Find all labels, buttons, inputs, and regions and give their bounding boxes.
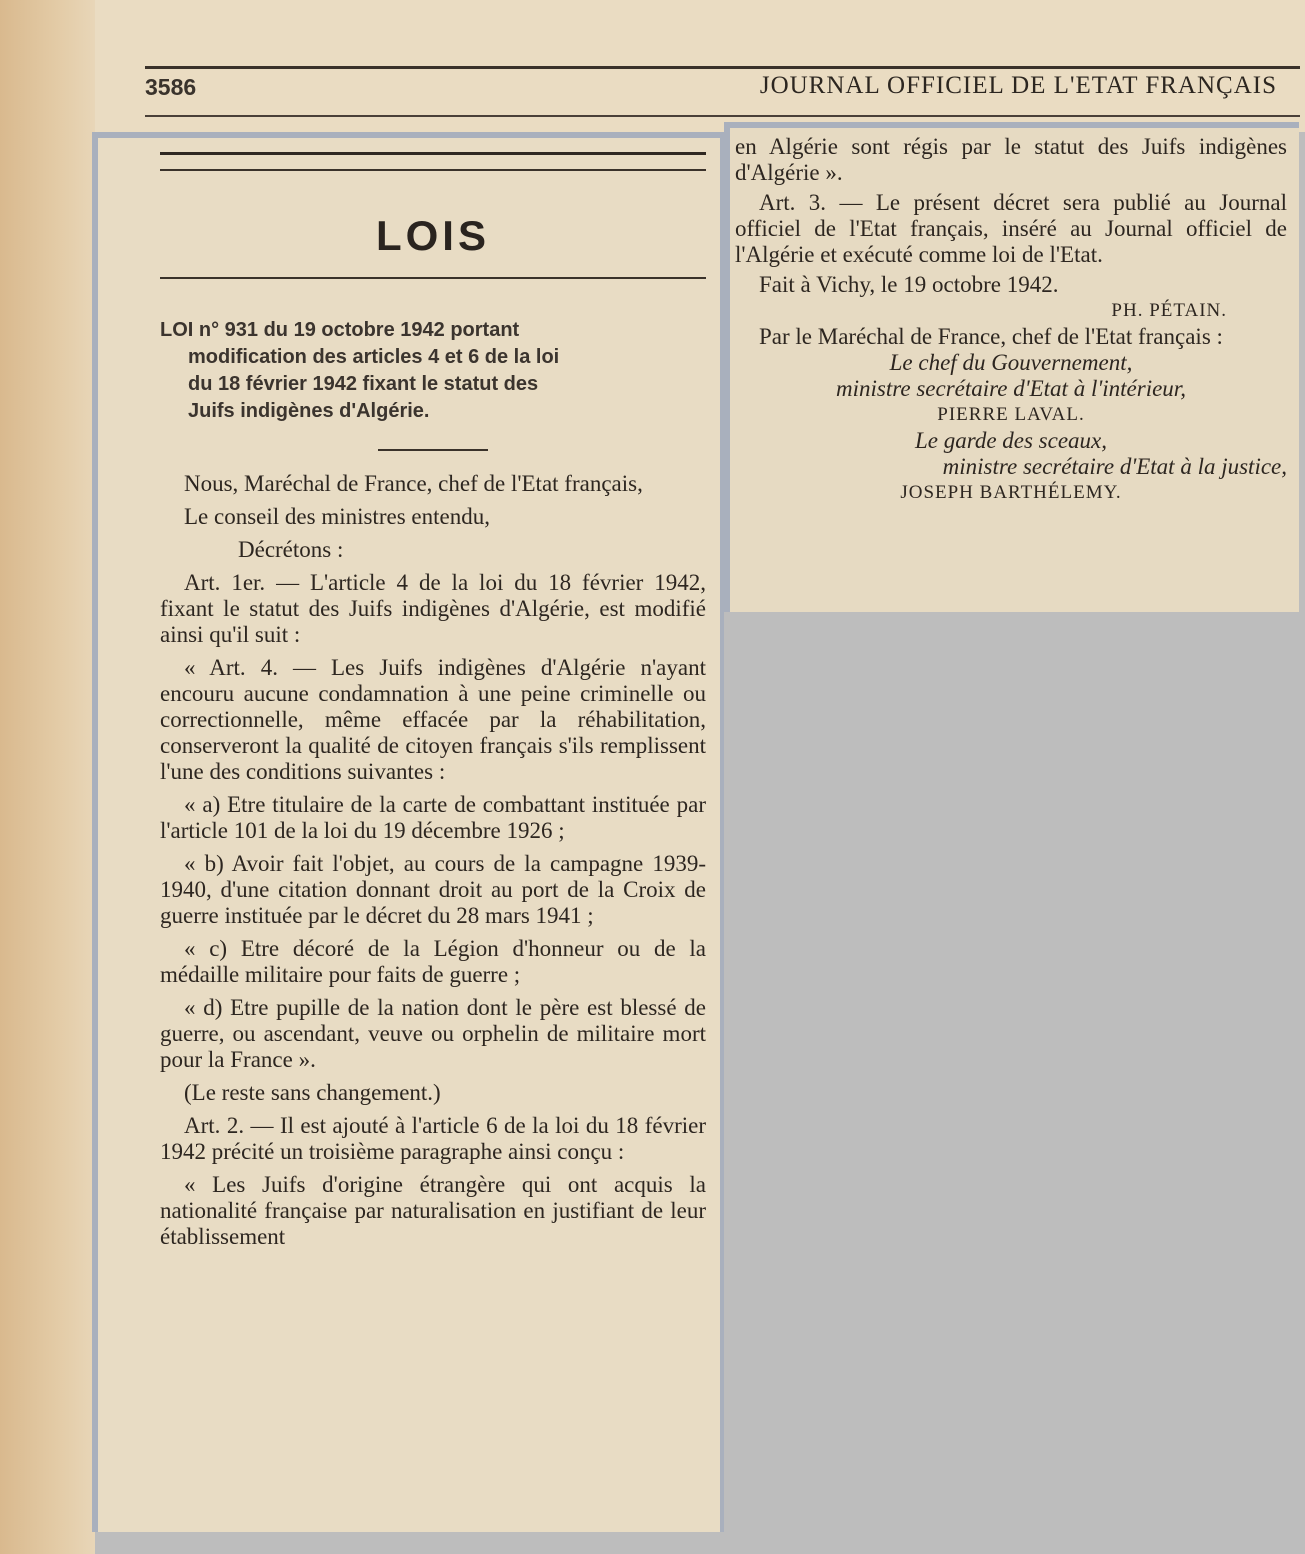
laval-title-line-2: ministre secrétaire d'Etat à l'intérieur, [836, 376, 1186, 401]
barthelemy-title-line-1: Le garde des sceaux, [914, 428, 1108, 453]
section-heading: LOIS [375, 212, 490, 259]
date-place-line: Fait à Vichy, le 19 octobre 1942. [759, 272, 1059, 297]
journal-title: JOURNAL OFFICIEL DE L'ETAT FRANÇAIS [759, 72, 1277, 99]
page-header [145, 60, 1305, 120]
law-title-line: LOI n° 931 du 19 octobre 1942 portant [160, 319, 520, 341]
page-number: 3586 [145, 74, 197, 100]
preamble-paragraph: Nous, Maréchal de France, chef de l'Etat français, [184, 471, 643, 496]
signature-petain: PH. PÉTAIN. [1111, 300, 1227, 321]
article-2-quote: « Les Juifs d'origine étrangère qui ont acquis la nationalité française par naturalisation en justifiant de leur établissement [160, 1172, 706, 1249]
signature-laval: PIERRE LAVAL. [937, 404, 1085, 425]
article-4-text: « Art. 4. — Les Juifs indigènes d'Algérie n'ayant encouru aucune condamnation à une peine criminelle ou correctionnelle, même effacée par la réhabilitation, conserveront la qualité de citoyen français s'ils remplissent l'une des conditions suivantes : [160, 655, 706, 784]
right-column [724, 122, 1299, 612]
header-rule-top [145, 66, 1300, 69]
article-2-paragraph: Art. 2. — Il est ajouté à l'article 6 de la loi du 18 février 1942 précité un troisième paragraphe ainsi conçu : [160, 1113, 706, 1164]
condition-c: « c) Etre décoré de la Légion d'honneur ou de la médaille militaire pour faits de guerre ; [160, 936, 706, 987]
header-rule-bottom [145, 115, 1300, 117]
preamble-paragraph: Le conseil des ministres entendu, [184, 504, 490, 529]
paper-background-left [0, 0, 95, 1554]
section-rule-top [160, 152, 706, 155]
unchanged-note: (Le reste sans changement.) [184, 1080, 441, 1105]
condition-d: « d) Etre pupille de la nation dont le père est blessé de guerre, ou ascendant, veuve ou orphelin de militaire mort pour la France ». [160, 995, 706, 1072]
decree-formula: Décrétons : [238, 537, 344, 562]
title-separator [378, 449, 488, 451]
article-3-paragraph: Art. 3. — Le présent décret sera publié au Journal officiel de l'Etat français, inséré au Journal officiel de l'Algérie et exécuté comme loi de l'Etat. [735, 190, 1287, 267]
law-title-line: Juifs indigènes d'Algérie. [188, 400, 430, 422]
law-title-line: modification des articles 4 et 6 de la loi [188, 346, 560, 368]
left-column [92, 132, 724, 1532]
law-title [160, 317, 706, 425]
countersign-intro: Par le Maréchal de France, chef de l'Etat français : [759, 324, 1223, 349]
condition-a: « a) Etre titulaire de la carte de combattant instituée par l'article 101 de la loi du 19 décembre 1926 ; [160, 792, 706, 843]
section-rule-under-heading [160, 277, 706, 279]
article-2-quote-continued: en Algérie sont régis par le statut des Juifs indigènes d'Algérie ». [735, 134, 1287, 185]
section-rule-second [160, 169, 706, 171]
barthelemy-title-line-2: ministre secrétaire d'Etat à la justice, [942, 454, 1287, 479]
signature-barthelemy: JOSEPH BARTHÉLEMY. [900, 482, 1122, 503]
condition-b: « b) Avoir fait l'objet, au cours de la campagne 1939-1940, d'une citation donnant droit au port de la Croix de guerre instituée par le décret du 28 mars 1941 ; [160, 851, 706, 928]
laval-title-line-1: Le chef du Gouvernement, [889, 350, 1133, 375]
law-title-line: du 18 février 1942 fixant le statut des [188, 373, 539, 395]
article-1-paragraph: Art. 1er. — L'article 4 de la loi du 18 février 1942, fixant le statut des Juifs indigènes d'Algérie, est modifié ainsi qu'il suit : [160, 570, 706, 647]
